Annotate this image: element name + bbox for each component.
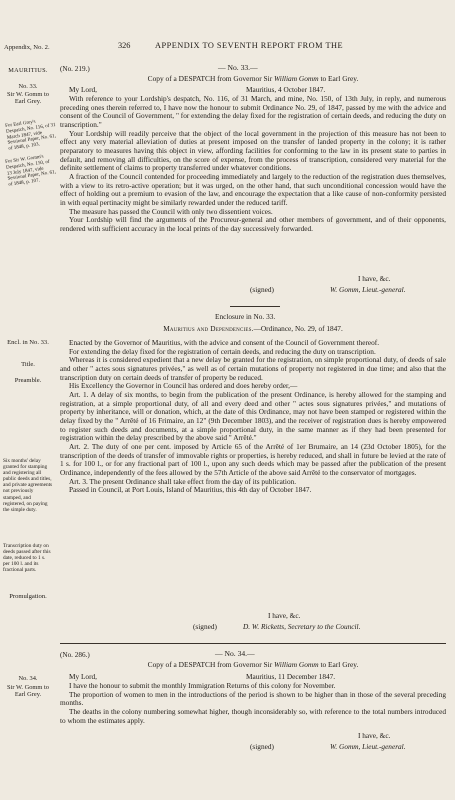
doc33-closing: I have, &c. [358, 274, 391, 283]
ordinance-heading [60, 325, 446, 334]
margin-transcription: Transcription duty on deeds passed after this date, reduced to 1 s. per 100 l. and its fractional parts. [3, 543, 51, 574]
ordinance-order: His Excellency the Governor in Council has ordered and does hereby order,— [69, 381, 298, 391]
doc34-number: (No. 286.) [60, 651, 90, 659]
doc33-body [60, 95, 446, 234]
doc34-title-text: Copy of a DESPATCH from Governor Sir [147, 660, 275, 669]
ordinance-preamble: Whereas it is considered expedient that a new delay be granted for the registration, on simple proportional duty, of deeds of sale and other " actes sous signatures privées," as well as of certain mutations of property not registered in due time; and also that the transcription duty on certain deeds of transfer of property be reduced. [60, 355, 446, 382]
doc33-paragraph: Your Lordship will readily perceive that the object of the local government in the projection of this measure has not been to effect any very material alleviation of duties at present imposed on the transfer of landed property in the colony; it is rather preparatory to measures having this object in view, affording facilities for conforming to the law in its present state to parties in default, and removing all difficulties, on the score of expense, from the process of transcription, considered very material for the definite settlement of claims to property transferred under whatever conditions. [60, 128, 446, 173]
doc34-paragraph: I have the honour to submit the monthly Immigration Returns of this colony for November. [69, 681, 336, 690]
margin-no34: No. 34. [18, 675, 38, 682]
section-rule [60, 643, 446, 644]
margin-note-gomm-despatch: For Sir W. Gomm's Despatch, No. 150, of 13 July 1847, vide Sessional Paper, No. 61, of 1848, p. 107. [5, 154, 57, 188]
margin-colony: MAURITIUS. [8, 67, 48, 74]
doc34-date: Mauritius, 11 December 1847. [246, 672, 336, 681]
appendix-label: Appendix, No. 2. [4, 44, 50, 51]
margin-sender34: Sir W. Gomm to Earl Grey. [7, 684, 49, 699]
enclosure-signed: (signed) [193, 622, 217, 631]
enclosure-heading: Enclosure in No. 33. [215, 312, 276, 321]
doc33-title-text: Copy of a DESPATCH from Governor Sir [147, 74, 275, 83]
doc34-salutation: My Lord, [69, 672, 97, 681]
margin-preamble: Preamble. [14, 377, 42, 384]
doc34-signed: (signed) [250, 742, 274, 751]
margin-encl: Encl. in No. 33. [7, 339, 49, 346]
ordinance-heading-number: —Ordinance, No. 29, of 1847. [253, 324, 343, 333]
ordinance-heading-colony: Mauritius and Dependencies. [163, 324, 254, 333]
margin-title: Title. [21, 361, 35, 368]
margin-note-earl-grey-despatch: For Earl Grey's Despatch, No. 116, of 31 March 1847, vide Sessional Paper, No. 61, of 1848, p. 103. [5, 119, 57, 152]
enclosure-closing: I have, &c. [268, 611, 301, 620]
ordinance-enacted: Enacted by the Governor of Mauritius, with the advice and consent of the Council of Government thereof. [69, 338, 380, 347]
doc33-paragraph: A fraction of the Council contended for proceeding immediately and largely to the reduction of the registration dues themselves, with a view to its retro-active operation; but it was urged, on the other hand, that such unconditional concession would have the effect of holding out a premium to evasion of the law, and encourage the expectation that a like cause of non-conformity persisted in with equal pertinacity might be similarly rewarded under the reduced tariff. [60, 171, 446, 207]
ordinance-article-3: Art. 3. The present Ordinance shall take effect from the day of its publication. [69, 476, 297, 486]
doc34-closing: I have, &c. [358, 731, 391, 740]
doc33-paragraph: With reference to your Lordship's despatch, No. 116, of 31 March, and mine, No. 150, of 13th July, in reply, and numerous preceding ones therein referred to, I have now the honour to submit Ordinance No. 29, of 1847, passed by me with the advice and consent of the Council of Government, " for extending the delay fixed for the registration of certain deeds, and reducing the duty on transcription." [60, 94, 446, 129]
doc34-paragraph: The deaths in the colony numbering somewhat higher, though inconsiderably so, with reference to the total numbers introduced to whom the estimates apply. [60, 706, 446, 725]
running-title: APPENDIX TO SEVENTH REPORT FROM THE [155, 41, 344, 50]
doc33-salutation: My Lord, [69, 85, 97, 94]
doc33-paragraph: The measure has passed the Council with only two dissentient voices. [69, 206, 273, 216]
ordinance-body [60, 339, 446, 495]
ordinance-article-1: Art. 1. A delay of six months, to begin from the publication of the present Ordinance, is hereby allowed for the stamping and registration, at a simple proportional duty, of all and every deed and other " actes sous signatures privées," and mutations of property by inheritance, will or donation, which, at the date of this Ordinance, may not have been stamped or registered within the delay fixed by the " Arrêté of 16 Frimaire, an 12" (9th December 1803), and the receiver of registration dues is hereby empowered to register such deeds and documents, at a simple proportional duty, in the same manner as if they had been presented for registration within the delay prescribed by the above said " Arrêté." [60, 389, 446, 443]
doc33-paragraph: Your Lordship will find the arguments of the Procureur-general and other members of government, and of their opponents, rendered with sufficient accuracy in the local prints of the day successively forwarded. [60, 215, 446, 233]
doc33-date: Mauritius, 4 October 1847. [246, 85, 326, 94]
doc34-signature: W. Gomm, Lieut.-general. [330, 742, 406, 751]
divider [230, 306, 280, 307]
doc33-number: (No. 219.) [60, 65, 90, 73]
doc33-signature: W. Gomm, Lieut.-general. [330, 285, 406, 294]
ordinance-passed: Passed in Council, at Port Louis, Island of Mauritius, this 4th day of October 1847. [69, 485, 312, 495]
doc33-title [60, 75, 446, 84]
doc33-title-name: William Gomm [274, 74, 319, 83]
doc34-paragraph: The proportion of women to men in the introductions of the period is shown to be higher than in those of the several preceding months. [60, 689, 446, 708]
margin-promulgation: Promulgation. [9, 593, 47, 600]
margin-six-months: Six months' delay granted for stamping and registering all public deeds and titles, and private agreements not previously stamped, and registered, on paying the simple duty. [3, 458, 53, 513]
doc34-title [60, 661, 446, 670]
doc33-heading: — No. 33.— [218, 63, 258, 72]
margin-sender33: Sir W. Gomm to Earl Grey. [7, 91, 49, 106]
doc34-title-end: to Earl Grey. [318, 660, 359, 669]
ordinance-article-2: Art. 2. The duty of one per cent. imposed by Article 65 of the Arrêté of 1er Brumaire, an 14 (23d October 1805), for the transcription of the deeds of transfer of immovable rights or properties, is hereby reduced, and shall in future be levied at the rate of 1 s. for 100 l., or for any fractional part of 100 l., upon any such deeds which may be passed after the publication of the present Ordinance, independently of the fees allowed by the 57th Article of the above said Arrêté to the conservator of mortgages. [60, 441, 446, 477]
ordinance-title: For extending the delay fixed for the registration of certain deeds, and reducing the duty on transcription. [69, 346, 376, 356]
margin-no33: No. 33. [18, 83, 38, 90]
doc34-body [60, 682, 446, 725]
doc34-title-name: William Gomm [274, 660, 319, 669]
doc33-title-end: to Earl Grey. [318, 74, 359, 83]
doc33-signed: (signed) [250, 285, 274, 294]
page-number: 326 [118, 41, 131, 50]
enclosure-signature: D. W. Ricketts, Secretary to the Council. [243, 622, 361, 631]
doc34-heading: — No. 34.— [215, 649, 255, 658]
